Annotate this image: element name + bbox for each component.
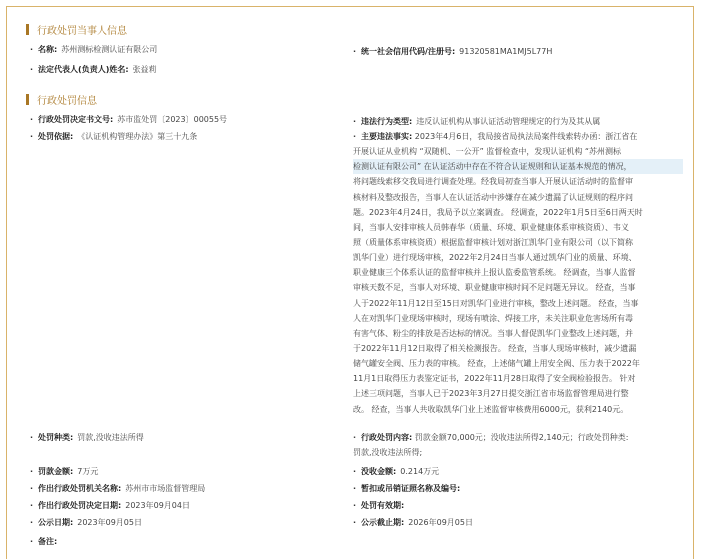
section-bar-icon xyxy=(26,94,29,105)
penalty-kind-value: 罚款,没收违法所得 xyxy=(77,433,144,442)
validity-field: · 处罚有效期: xyxy=(353,501,405,510)
fine-amount-value: 7万元 xyxy=(77,467,99,476)
legal-rep-value: 张益莉 xyxy=(132,65,157,74)
penalty-section-title: 行政处罚信息 xyxy=(26,92,97,107)
penalty-content-field: · 行政处罚内容: 罚款金额70,000元；没收违法所得2,140元；行政处罚种类: 罚款,没收违法所得; xyxy=(353,433,629,458)
publish-date-field: · 公示日期: 2023年09月05日 xyxy=(30,518,142,527)
publish-end-value: 2026年09月05日 xyxy=(408,518,473,527)
confiscate-amount-value: 0.214万元 xyxy=(400,467,440,476)
credit-code-field: · 统一社会信用代码/注册号: 91320581MA1MJ5L77H xyxy=(353,47,553,56)
party-name-value: 苏州测标检测认证有限公司 xyxy=(61,45,158,54)
authority-field: · 作出行政处罚机关名称: 苏州市市场监督管理局 xyxy=(30,484,206,493)
party-section-title: 行政处罚当事人信息 xyxy=(26,22,127,37)
remark-field: · 备注: xyxy=(30,537,58,546)
doc-number-value: 苏市监处罚〔2023〕00055号 xyxy=(117,115,228,124)
publish-date-value: 2023年09月05日 xyxy=(77,518,142,527)
basis-value: 《认证机构管理办法》第三十九条 xyxy=(77,132,198,141)
authority-value: 苏州市市场监督管理局 xyxy=(125,484,206,493)
legal-rep-field: · 法定代表人(负责人)姓名: 张益莉 xyxy=(30,65,157,74)
main-facts-block: · 主要违法事实: 2023年4月6日，我局接省局执法局案件线索转办函：浙江省在 开展认证从业机构 “双随机、一公开” 监督检查中，发现认证机构 “苏州测标 检测认证有限公司” 在认证活动中存在不符合认证规则和认证基本规范的情况， 将问题线索移交我局进行调查处理。经我局初查当事人开展认证活动时的监督审 核材料及整改报告，当事人在认证活动中涉嫌存在减少遗漏了认证规则的程序问 题。2023年4月24日，我局予以立案调查。 经调查，2022年1月5日至6日两天时 间，当事人安排审核人员韩春华（质量、环境、职业健康体系审核资质）、韦义 照（质量体系审核资质）根据监督审核计划对浙江凯华门业有限公司（以下简称 凯华门业）进行现场审核，2022年2月24日当事人通过凯华门业的质量、环境、 职业健康三个体系认证的监督审核并上报认监委监管系统。 经调查，当事人监督 审核天数不足，当事人对环境、职业健康审核时间不足问题无异议。 经查，当事 人于2022年11月12日至15日对凯华门业进行审核，整改上述问题。 经查，当事 人在对凯华门业现场审核时，现场有喷涂、焊接工序，未关注职业危害场所有毒 有害气体、粉尘的排放是否达标的情况。当事人督促凯华门业整改上述问题，并 于2022年11月12日取得了相关检测报告。 经查，当事人现场审核时，减少遗漏 储气罐安全阀、压力表的审核。 经查，上述储气罐上用安全阀、压力表于2022年 11月1日取得压力表鉴定证书，2022年11月28日取得了安全阀检验报告。 针对 上述三项问题，当事人已于2023年3月27日提交浙江省市场监督管理局进行整 改。 经查，当事人共收取凯华门业上述监督审核费用6000元，获利2140元。 xyxy=(353,129,683,417)
suspend-license-field: · 暂扣或吊销证照名称及编号: xyxy=(353,484,461,493)
party-name-field: · 名称: 苏州测标检测认证有限公司 xyxy=(30,45,158,54)
doc-number-field: · 行政处罚决定书文号: 苏市监处罚〔2023〕00055号 xyxy=(30,115,228,124)
credit-code-value: 91320581MA1MJ5L77H xyxy=(459,47,553,56)
decision-date-value: 2023年09月04日 xyxy=(125,501,190,510)
decision-date-field: · 作出行政处罚决定日期: 2023年09月04日 xyxy=(30,501,190,510)
section-bar-icon xyxy=(26,24,29,35)
publish-end-field: · 公示截止期: 2026年09月05日 xyxy=(353,518,473,527)
fine-amount-field: · 罚款金额: 7万元 xyxy=(30,467,99,476)
confiscate-amount-field: · 没收金额: 0.214万元 xyxy=(353,467,440,476)
violation-type-field: · 违法行为类型: 违反认证机构从事认证活动管理规定的行为及其从属 xyxy=(353,117,601,126)
violation-type-value: 违反认证机构从事认证活动管理规定的行为及其从属 xyxy=(416,117,601,126)
penalty-kind-field: · 处罚种类: 罚款,没收违法所得 xyxy=(30,433,144,442)
basis-field: · 处罚依据: 《认证机构管理办法》第三十九条 xyxy=(30,132,198,141)
